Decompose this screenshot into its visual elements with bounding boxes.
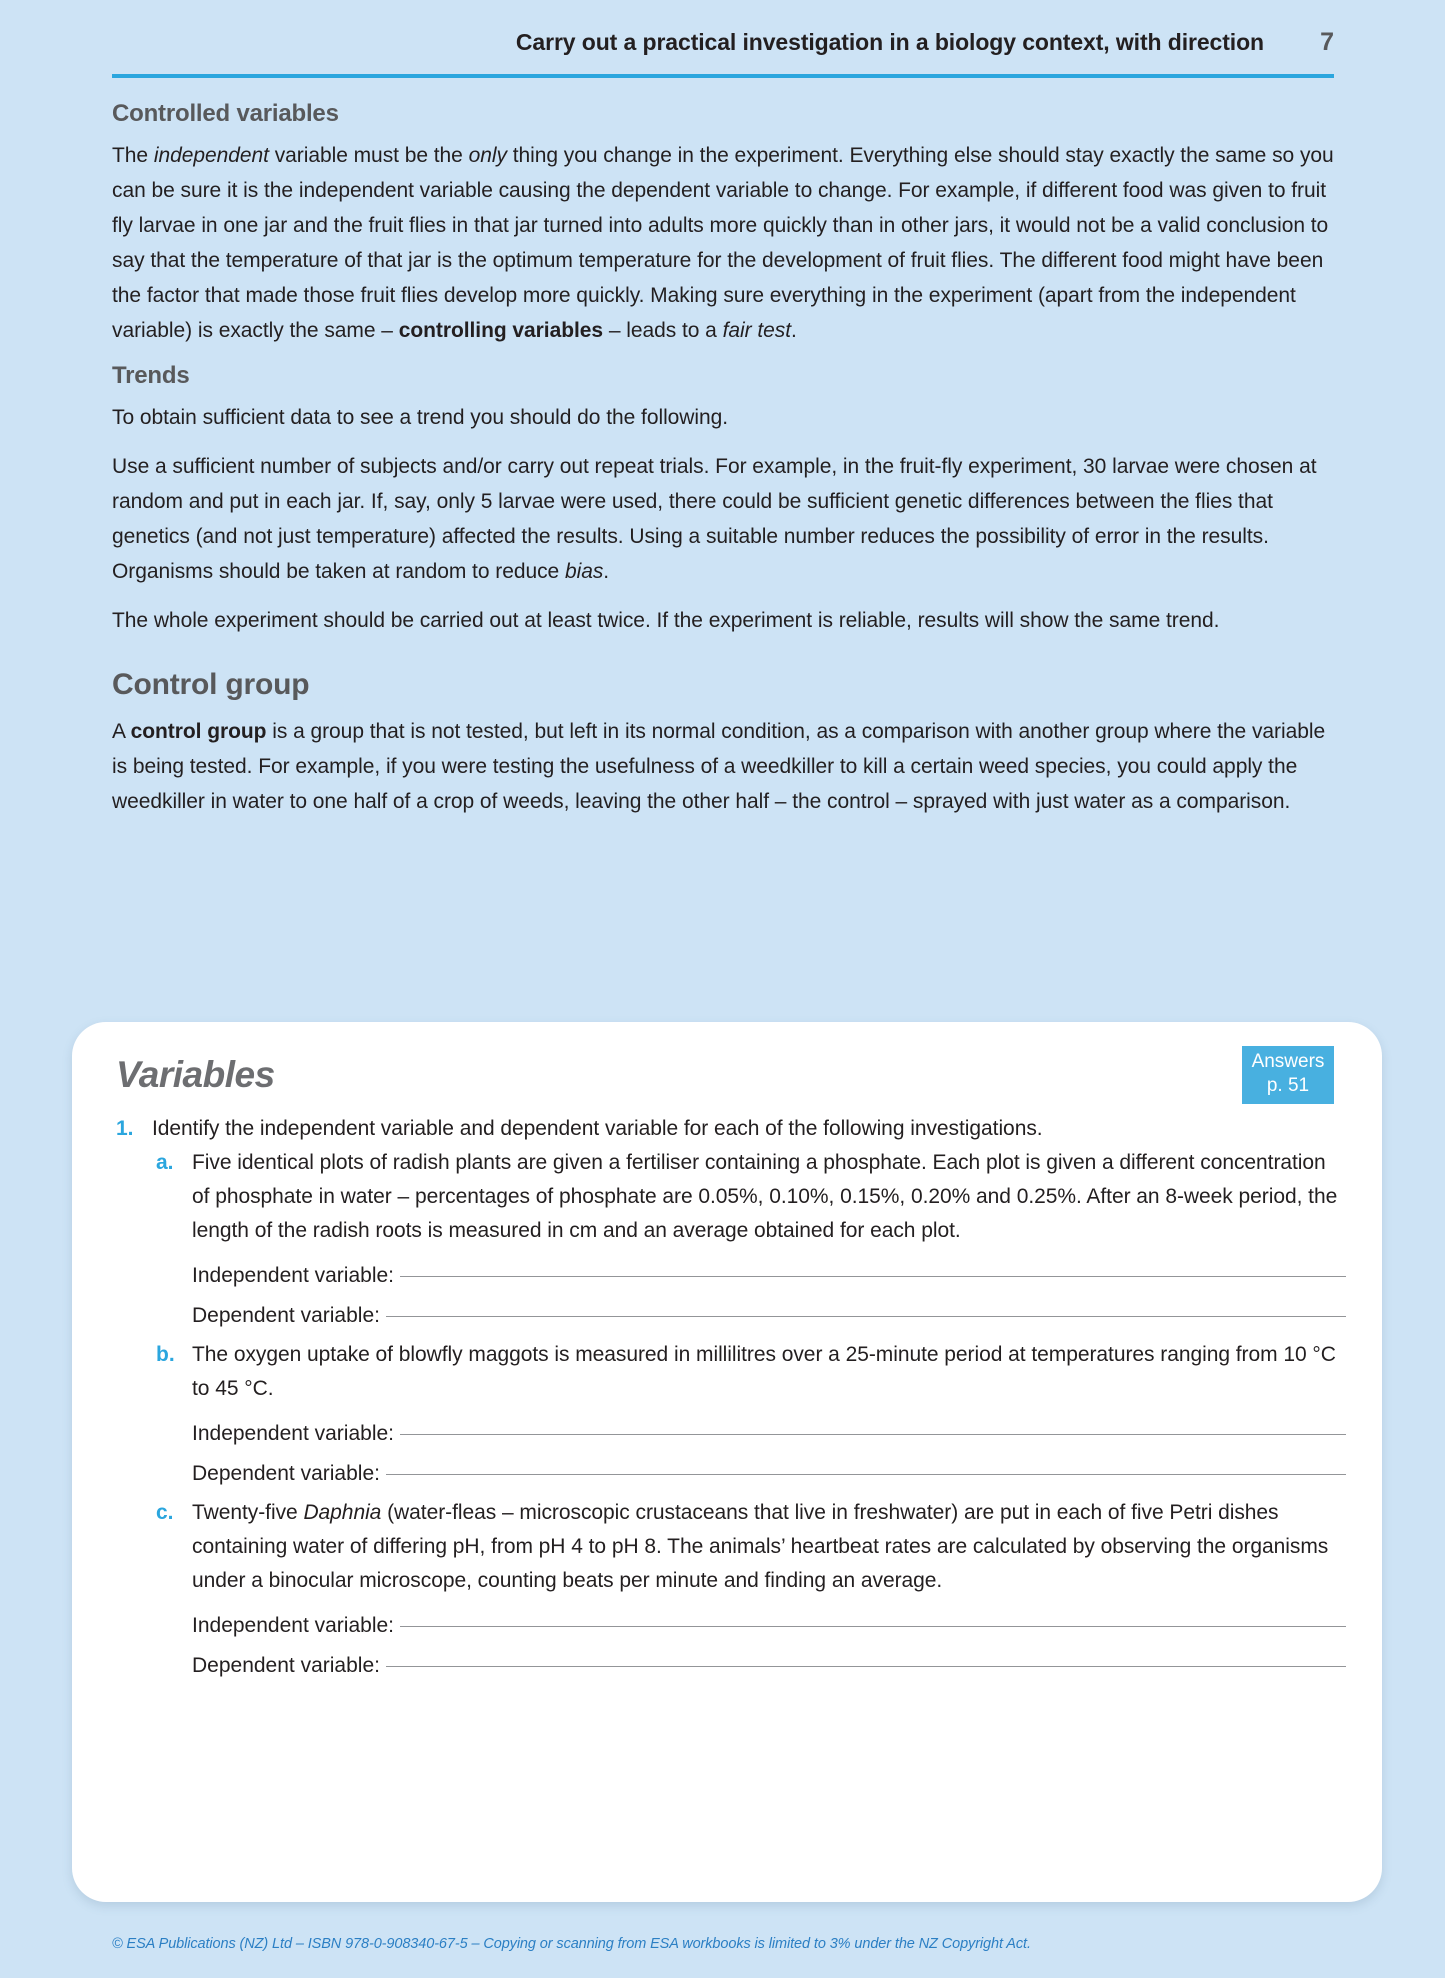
page-number: 7 [1320,28,1334,56]
heading-trends: Trends [112,362,190,389]
sub-question-text-a: Five identical plots of radish plants are given a fertiliser containing a phosphate. Each plot is given a different concentration of phosphate in water – percentages of phosphate are 0.05%, 0.10%, 0.15%, 0.20% and 0.25%. After an 8-week period, the length of the radish roots is measured in cm and an average obtained for each plot. [192,1151,1338,1242]
footer-copyright: © ESA Publications (NZ) Ltd – ISBN 978-0-908340-67-5 – Copying or scanning from ESA workbooks is limited to 3% under the NZ Copyright Act. [112,1936,1031,1952]
sub-question-letter-c: c. [156,1501,174,1524]
answer-rule-c-independent[interactable] [400,1625,1346,1627]
sub-question-letter-a: a. [156,1151,174,1174]
text-frag: . [791,319,797,342]
text-frag: thing you change in the experiment. Everything else should stay exactly the same so you can be sure it is the independent variable causing the dependent variable to change. For example, if different food was given to fruit fly larvae in one jar and the fruit flies in that jar turned into adults more quickly than in other jars, it would not be a valid conclusion to say that the temperature of that jar is the optimum temperature for the development of fruit flies. The different food might have been the factor that made those fruit flies develop more quickly. Making sure everything in the experiment (apart from the independent variable) is exactly the same – [112,144,1334,342]
paragraph-trends-1: To obtain sufficient data to see a trend you should do the following. [112,406,729,429]
text-frag: is a group that is not tested, but left in its normal condition, as a comparison with another group where the variable is being tested. For example, if you were testing the usefulness of a weedkiller to kill a certain weed species, you could apply the weedkiller in water to one half of a crop of weeds, leaving the other half – the control – sprayed with just water as a comparison. [112,720,1326,813]
header-divider-rule [112,74,1334,78]
sub-question-text-c [192,1496,1346,1598]
text-frag: The [112,144,154,167]
label-independent-variable-b: Independent variable: [192,1422,394,1445]
sub-question-a [156,1146,1346,1248]
sub-question-c [156,1496,1346,1598]
answer-line-a-dependent[interactable] [192,1304,1346,1328]
activity-box [72,1022,1382,1902]
label-dependent-variable-c: Dependent variable: [192,1654,380,1677]
answer-rule-c-dependent[interactable] [386,1665,1346,1667]
species-name-daphnia: Daphnia [303,1501,382,1524]
running-header [112,28,1334,57]
sub-question-letter-b: b. [156,1343,175,1366]
answer-rule-b-dependent[interactable] [386,1473,1346,1475]
text-frag: variable must be the [268,144,469,167]
answers-badge-line2: p. 51 [1266,1075,1310,1096]
activity-content [116,1054,1346,1682]
answer-line-a-independent[interactable] [192,1264,1346,1288]
text-frag: A [112,720,131,743]
heading-controlled-variables: Controlled variables [112,100,339,127]
emphasis-independent: independent [153,144,269,167]
answer-line-c-dependent[interactable] [192,1654,1346,1678]
label-independent-variable-c: Independent variable: [192,1614,394,1637]
emphasis-bias: bias [564,560,604,583]
paragraph-control-group [112,714,1334,819]
label-independent-variable-a: Independent variable: [192,1264,394,1287]
answer-line-b-dependent[interactable] [192,1462,1346,1486]
running-header-title: Carry out a practical investigation in a biology context, with direction [515,29,1264,55]
term-controlling-variables: controlling variables [398,319,604,342]
emphasis-only: only [468,144,507,167]
sub-question-text-b: The oxygen uptake of blowfly maggots is measured in millilitres over a 25-minute period at temperatures ranging from 10 °C to 45 °C. [192,1343,1336,1400]
activity-title: Variables [116,1054,275,1095]
answer-rule-b-independent[interactable] [400,1433,1346,1435]
answers-badge-line1: Answers [1251,1051,1325,1072]
heading-control-group: Control group [112,668,310,701]
paragraph-trends-3: The whole experiment should be carried out at least twice. If the experiment is reliable, results will show the same trend. [112,609,1220,632]
answer-rule-a-dependent[interactable] [386,1315,1346,1317]
paragraph-controlled-variables [112,138,1334,348]
text-frag: – leads to a [603,319,723,342]
answer-line-b-independent[interactable] [192,1422,1346,1446]
question-number: 1. [116,1117,134,1140]
question-1 [116,1112,1346,1146]
label-dependent-variable-a: Dependent variable: [192,1304,380,1327]
label-dependent-variable-b: Dependent variable: [192,1462,380,1485]
paragraph-trends-2 [112,449,1334,589]
text-frag: (water-fleas – microscopic crustaceans that live in freshwater) are put in each of five Petri dishes containing water of differing pH, from pH 4 to pH 8. The animals’ heartbeat rates are calculated by observing the organisms under a binocular microscope, counting beats per minute and finding an average. [192,1501,1329,1592]
main-content [112,100,1334,833]
text-frag: Use a sufficient number of subjects and/or carry out repeat trials. For example, in the fruit-fly experiment, 30 larvae were chosen at random and put in each jar. If, say, only 5 larvae were used, there could be sufficient genetic differences between the flies that genetics (and not just temperature) affected the results. Using a suitable number reduces the possibility of error in the results. Organisms should be taken at random to reduce [112,455,1317,583]
question-text: Identify the independent variable and dependent variable for each of the following investigations. [152,1117,1043,1140]
term-control-group: control group [130,720,267,743]
emphasis-fair-test: fair test [722,319,792,342]
answer-line-c-independent[interactable] [192,1614,1346,1638]
answer-rule-a-independent[interactable] [400,1275,1346,1277]
sub-question-b [156,1338,1346,1406]
text-frag: Twenty-five [192,1501,304,1524]
text-frag: . [603,560,610,583]
